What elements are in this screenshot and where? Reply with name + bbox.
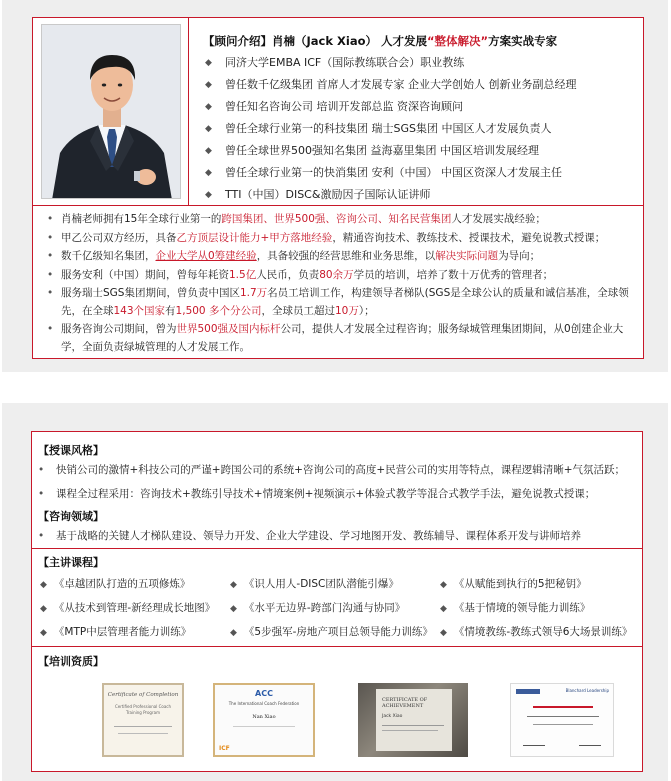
bullet-icon: •	[38, 464, 45, 476]
portrait-image	[42, 25, 181, 199]
experience-facts-list	[41, 211, 637, 357]
diamond-bullet-icon: ◆	[205, 102, 212, 112]
course-item: ◆ 《5步强军-房地产项目总领导能力训练》	[230, 626, 433, 638]
profile-box	[32, 17, 644, 359]
diamond-bullet-icon: ◆	[230, 580, 237, 590]
intro-highlight: “整体解决”	[426, 34, 489, 48]
course-item: ◆ 《基于情境的领导能力训练》	[440, 602, 591, 614]
course-item: ◆ 《卓越团队打造的五项修炼》	[40, 578, 191, 590]
section-divider	[32, 646, 642, 647]
diamond-bullet-icon: ◆	[205, 190, 212, 200]
teaching-style-item: • 快销公司的激情+科技公司的严谨+跨国公司的系统+咨询公司的高度+民营公司的实用等特点，课程逻辑清晰+气氛活跃；	[38, 464, 625, 476]
certifications-title: 【培训资质】	[38, 655, 104, 668]
course-item: ◆ 《情境教练-教练式领导6大场景训练》	[440, 626, 633, 638]
diamond-bullet-icon: ◆	[230, 628, 237, 638]
courses-title: 【主讲课程】	[38, 556, 104, 569]
bullet-icon: •	[47, 287, 54, 299]
courses-panel	[2, 403, 668, 781]
diamond-bullet-icon: ◆	[40, 580, 47, 590]
diamond-bullet-icon: ◆	[40, 628, 47, 638]
certificate-completion-image: Certificate of Completion Certified Professional Coach Training Program	[102, 683, 184, 757]
diamond-bullet-icon: ◆	[40, 604, 47, 614]
diamond-bullet-icon: ◆	[205, 168, 212, 178]
diamond-bullet-icon: ◆	[205, 80, 212, 90]
consultant-intro-title	[203, 33, 557, 49]
fact-item: • 数千亿级知名集团，企业大学从0筹建经验，具备较强的经营思维和业务思维，以解决实际问题为导向；	[41, 248, 637, 266]
teaching-style-item: • 课程全过程采用：咨询技术+教练引导技术+情境案例+视频演示+体验式教学等混合式教学手法，避免说教式授课；	[38, 488, 596, 500]
bullet-icon: •	[38, 530, 45, 542]
credential-item: ◆ 曾任全球行业第一的快消集团 安利（中国） 中国区资深人才发展主任	[203, 162, 577, 184]
fact-item: • 肖楠老师拥有15年全球行业第一的跨国集团、世界500强、咨询公司、知名民营集团人才发展实战经验；	[41, 211, 637, 229]
photo-divider	[188, 18, 189, 205]
bullet-icon: •	[47, 213, 54, 225]
intro-prefix: 【顾问介绍】肖楠（Jack Xiao） 人才发展	[203, 34, 427, 48]
bullet-icon: •	[38, 488, 45, 500]
course-item: ◆ 《水平无边界-跨部门沟通与协同》	[230, 602, 406, 614]
course-item: ◆ 《从技术到管理-新经理成长地图》	[40, 602, 216, 614]
section-divider	[32, 548, 642, 549]
diamond-bullet-icon: ◆	[440, 580, 447, 590]
certificate-acc-image: ACC The International Coach Federation Nan Xiao ICF	[213, 683, 315, 757]
diamond-bullet-icon: ◆	[440, 628, 447, 638]
fact-item: • 甲乙公司双方经历，具备乙方顶层设计能力+甲方落地经验，精通咨询技术、教练技术、授课技术，避免说教式授课；	[41, 230, 637, 248]
diamond-bullet-icon: ◆	[440, 604, 447, 614]
courses-box	[31, 431, 643, 772]
course-item: ◆ 《MTP中层管理者能力训练》	[40, 626, 192, 638]
consulting-domain-title: 【咨询领域】	[38, 510, 104, 523]
teaching-style-title: 【授课风格】	[38, 444, 104, 457]
certificate-achievement-image: CERTIFICATE OF ACHIEVEMENT Jack Xiao	[358, 683, 468, 757]
consulting-domain-item: • 基于战略的关键人才梯队建设、领导力开发、企业大学建设、学习地图开发、教练辅导、课程体系开发与讲师培养	[38, 530, 581, 542]
credential-item: ◆ TTI（中国）DISC&激励因子国际认证讲师	[203, 184, 577, 206]
consultant-photo	[41, 24, 181, 199]
credential-item: ◆ 曾任数千亿级集团 首席人才发展专家 企业大学创始人 创新业务副总经理	[203, 74, 577, 96]
bullet-icon: •	[47, 268, 54, 281]
consultant-profile-panel	[2, 0, 668, 372]
fact-item: • 服务瑞士SGS集团期间，曾负责中国区1.7万名员工培训工作，构建领导者梯队(SGS是全球公认的质量和诚信基准，全球领先，在全球143个国家有1,500 多个分公司，全球员工超过10万）；	[47, 287, 629, 317]
diamond-bullet-icon: ◆	[205, 124, 212, 134]
diamond-bullet-icon: ◆	[205, 146, 212, 156]
bullet-icon: •	[47, 250, 54, 262]
credentials-list	[203, 52, 577, 206]
diamond-bullet-icon: ◆	[205, 58, 212, 68]
diamond-bullet-icon: ◆	[230, 604, 237, 614]
bullet-icon: •	[47, 323, 54, 335]
fact-item: • 服务咨询公司期间，曾为世界500强及国内标杆公司，提供人才发展全过程咨询；服务绿城管理集团期间，从0创建企业大学，全面负责绿城管理的人才发展工作。	[47, 323, 624, 353]
credential-item: ◆ 曾任全球世界500强知名集团 益海嘉里集团 中国区培训发展经理	[203, 140, 577, 162]
course-item: ◆ 《识人用人-DISC团队潜能引爆》	[230, 578, 399, 590]
credential-item: ◆ 曾任知名咨询公司 培训开发部总监 资深咨询顾问	[203, 96, 577, 118]
icf-logo: ICF	[219, 745, 230, 752]
bullet-icon: •	[47, 231, 54, 244]
certificate-blanchard-image: Blanchard Leadership	[510, 683, 614, 757]
credential-item: ◆ 同济大学EMBA ICF（国际教练联合会）职业教练	[203, 52, 577, 74]
credential-item: ◆ 曾任全球行业第一的科技集团 瑞士SGS集团 中国区人才发展负责人	[203, 118, 577, 140]
course-item: ◆ 《从赋能到执行的5把秘钥》	[440, 578, 587, 590]
fact-item: • 服务安利（中国）期间，曾每年耗资1.5亿人民币，负责80余万学员的培训，培养了数十万优秀的管理者；	[41, 267, 637, 285]
intro-suffix: 方案实战专家	[488, 34, 558, 48]
